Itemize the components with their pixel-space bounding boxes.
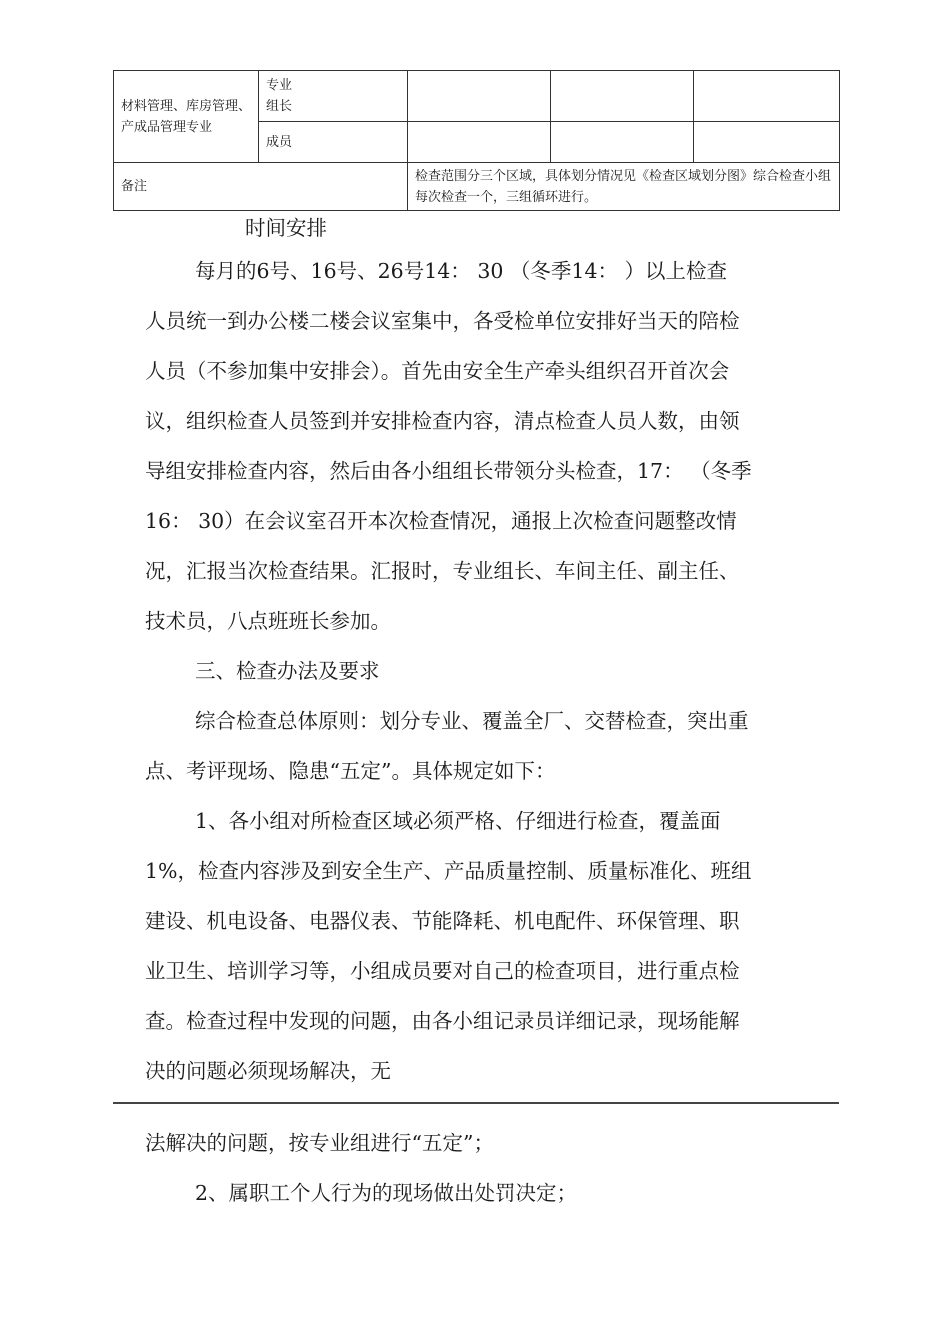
body-line: 每月的6号、16号、26号14： 30 （冬季14： ）以上检查 <box>195 259 728 283</box>
body-line: 1、各小组对所检查区域必须严格、仔细进行检查，覆盖面 <box>195 809 721 833</box>
body-line: 2、属职工个人行为的现场做出处罚决定； <box>195 1181 578 1205</box>
body-line: 查。检查过程中发现的问题，由各小组记录员详细记录，现场能解 <box>145 1009 740 1033</box>
body-line: 决的问题必须现场解决，无 <box>145 1059 391 1083</box>
inspection-group-table <box>113 70 840 211</box>
group-name-cell: 材料管理、库房管理、产成品管理专业 <box>114 71 259 163</box>
body-line: 况，汇报当次检查结果。汇报时，专业组长、车间主任、副主任、 <box>145 559 740 583</box>
leader-role-cell: 专业组长 <box>259 71 408 122</box>
table-row <box>114 71 840 122</box>
table-cell-empty <box>694 122 840 163</box>
body-line: 技术员，八点班班长参加。 <box>145 609 391 633</box>
body-line: 综合检查总体原则：划分专业、覆盖全厂、交替检查，突出重 <box>195 709 749 733</box>
table-cell-empty <box>551 71 694 122</box>
body-line: 法解决的问题，按专业组进行“五定”； <box>145 1131 494 1155</box>
body-line: 人员统一到办公楼二楼会议室集中，各受检单位安排好当天的陪检 <box>145 309 740 333</box>
table-row <box>114 163 840 211</box>
remark-label-cell: 备注 <box>114 163 408 211</box>
body-line: 议，组织检查人员签到并安排检查内容，清点检查人员人数，由领 <box>145 409 740 433</box>
section-heading: 时间安排 <box>245 216 327 240</box>
body-line: 点、考评现场、隐患“五定”。具体规定如下： <box>145 759 556 783</box>
body-line: 建设、机电设备、电器仪表、节能降耗、机电配件、环保管理、职 <box>145 909 740 933</box>
body-line: 16： 30）在会议室召开本次检查情况，通报上次检查问题整改情 <box>145 509 737 533</box>
page-divider <box>113 1102 839 1104</box>
section-heading: 三、检查办法及要求 <box>195 659 380 683</box>
table-cell-empty <box>694 71 840 122</box>
body-line: 导组安排检查内容，然后由各小组组长带领分头检查，17： （冬季 <box>145 459 752 483</box>
body-line: 人员（不参加集中安排会）。首先由安全生产牵头组织召开首次会 <box>145 359 730 383</box>
member-role-cell: 成员 <box>259 122 408 163</box>
body-line: 1%，检查内容涉及到安全生产、产品质量控制、质量标准化、班组 <box>145 859 752 883</box>
table-cell-empty <box>408 122 551 163</box>
table-cell-empty <box>408 71 551 122</box>
body-line: 业卫生、培训学习等，小组成员要对自己的检查项目，进行重点检 <box>145 959 740 983</box>
remark-text-cell: 检查范围分三个区域，具体划分情况见《检查区域划分图》综合检查小组每次检查一个，三组循环进行。 <box>408 163 840 211</box>
table-cell-empty <box>551 122 694 163</box>
